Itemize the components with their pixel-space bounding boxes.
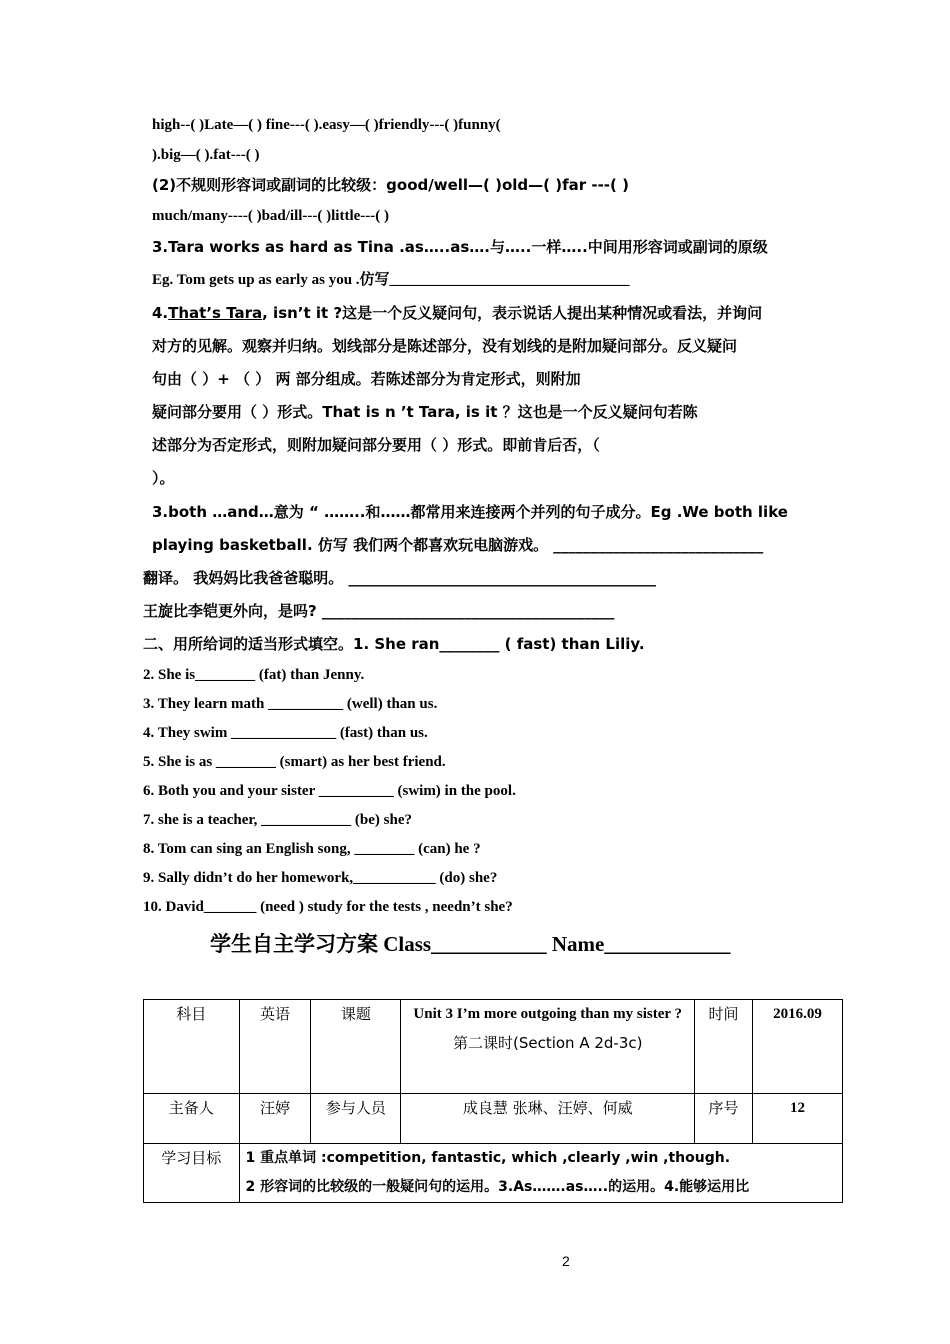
tag-question-prefix: 4. bbox=[152, 304, 169, 322]
tag-question-intro bbox=[152, 303, 762, 323]
tag-question-line-6: ）。 bbox=[152, 469, 175, 487]
both-and-rule: 3.both …and…意为 “ ……..和……都常用来连接两个并列的句子成分。Eg .We both like bbox=[152, 503, 788, 521]
irregular-comparatives-line-2: much/many----( )bad/ill---( )little---( ) bbox=[152, 208, 390, 224]
tag-question-line-5: 述部分为否定形式，则附加疑问部分要用（ ）形式。即前肯后否，（ bbox=[152, 436, 600, 454]
tag-question-underlined: That’s Tara bbox=[168, 304, 263, 322]
as-as-rule: 3.Tara works as hard as Tina .as…..as….与…..一样…..中间用形容词或副词的原级 bbox=[152, 238, 768, 256]
time-value: 2016.09 bbox=[753, 1000, 843, 1094]
comparative-exercise-line-1: high--( )Late—( ) fine---( ).easy—( )friendly---( )funny( bbox=[152, 117, 501, 133]
tag-question-line-3: 句由（ ）+ （ ） 两 部分组成。若陈述部分为肯定形式，则附加 bbox=[152, 370, 581, 388]
exercise-item-7: 7. she is a teacher, ____________ (be) she? bbox=[143, 812, 413, 828]
goal-2: 2 形容词的比较级的一般疑问句的运用。3.As…….as…..的运用。4.能够运用比 bbox=[245, 1179, 750, 1195]
participants-label: 参与人员 bbox=[311, 1094, 401, 1144]
tag-question-line-4: 疑问部分要用（ ）形式。That is n ’t Tara, is it ？这也是一个反义疑问句若陈 bbox=[152, 403, 698, 421]
lesson-info-table bbox=[143, 999, 843, 1203]
topic-label: 课题 bbox=[311, 1000, 401, 1094]
topic-title: Unit 3 I’m more outgoing than my sister ? bbox=[413, 1006, 683, 1022]
as-as-example: Eg. Tom gets up as early as you .仿写________________________________ bbox=[152, 272, 630, 288]
goal-1: 1 重点单词 :competition, fantastic, which ,clearly ,win ,though. bbox=[245, 1150, 731, 1166]
exercise-item-5: 5. She is as ________ (smart) as her best friend. bbox=[143, 754, 446, 770]
exercise-item-9: 9. Sally didn’t do her homework,___________ (do) she? bbox=[143, 870, 498, 886]
worksheet-title-cn: 学生自主学习方案 bbox=[210, 932, 378, 956]
participants-value: 成良慧 张琳、汪婷、何威 bbox=[401, 1094, 695, 1144]
table-row bbox=[144, 1144, 843, 1203]
tag-question-explanation: 是一个反义疑问句，表示说话人提出某种情况或看法，并询问 bbox=[357, 304, 763, 322]
irregular-comparatives-line-1: (2)不规则形容词或副词的比较级：good/well—( )old—( )far ---( ) bbox=[152, 176, 629, 194]
table-row bbox=[144, 1000, 843, 1094]
exercise-heading: 二、用所给词的适当形式填空。1. She ran________ ( fast) than Liliy. bbox=[143, 635, 645, 653]
serial-value: 12 bbox=[753, 1094, 843, 1144]
exercise-item-3: 3. They learn math __________ (well) than us. bbox=[143, 696, 438, 712]
serial-label: 序号 bbox=[695, 1094, 753, 1144]
subject-value: 英语 bbox=[239, 1000, 311, 1094]
topic-subtitle: 第二课时(Section A 2d-3c) bbox=[452, 1034, 643, 1052]
translation-1: 翻译。 我妈妈比我爸爸聪明。 _________________________________________ bbox=[143, 569, 656, 587]
table-row bbox=[144, 1094, 843, 1144]
subject-label: 科目 bbox=[144, 1000, 240, 1094]
tag-question-line-2: 对方的见解。观察并归纳。划线部分是陈述部分，没有划线的是附加疑问部分。反义疑问 bbox=[152, 337, 738, 355]
tag-question-rest: , isn’t it ?这 bbox=[262, 304, 358, 322]
both-and-example: playing basketball. 仿写 我们两个都喜欢玩电脑游戏。 ____________________________ bbox=[152, 536, 764, 554]
worksheet-title bbox=[210, 928, 730, 958]
preparer-value: 汪婷 bbox=[239, 1094, 311, 1144]
goals-label: 学习目标 bbox=[144, 1144, 240, 1203]
translation-2: 王旋比李铠更外向，是吗? _______________________________________ bbox=[143, 602, 615, 620]
exercise-item-6: 6. Both you and your sister __________ (swim) in the pool. bbox=[143, 783, 516, 799]
comparative-exercise-line-2: ).big—( ).fat---( ) bbox=[152, 147, 260, 163]
exercise-item-10: 10. David_______ (need ) study for the tests , needn’t she? bbox=[143, 899, 513, 915]
exercise-item-4: 4. They swim ______________ (fast) than us. bbox=[143, 725, 428, 741]
page-number: 2 bbox=[562, 1253, 570, 1269]
topic-value bbox=[401, 1000, 695, 1094]
worksheet-title-fields: Class___________ Name____________ bbox=[378, 932, 731, 956]
goals-value bbox=[239, 1144, 842, 1203]
exercise-item-2: 2. She is________ (fat) than Jenny. bbox=[143, 667, 365, 683]
preparer-label: 主备人 bbox=[144, 1094, 240, 1144]
time-label: 时间 bbox=[695, 1000, 753, 1094]
exercise-item-8: 8. Tom can sing an English song, ________ (can) he ? bbox=[143, 841, 481, 857]
